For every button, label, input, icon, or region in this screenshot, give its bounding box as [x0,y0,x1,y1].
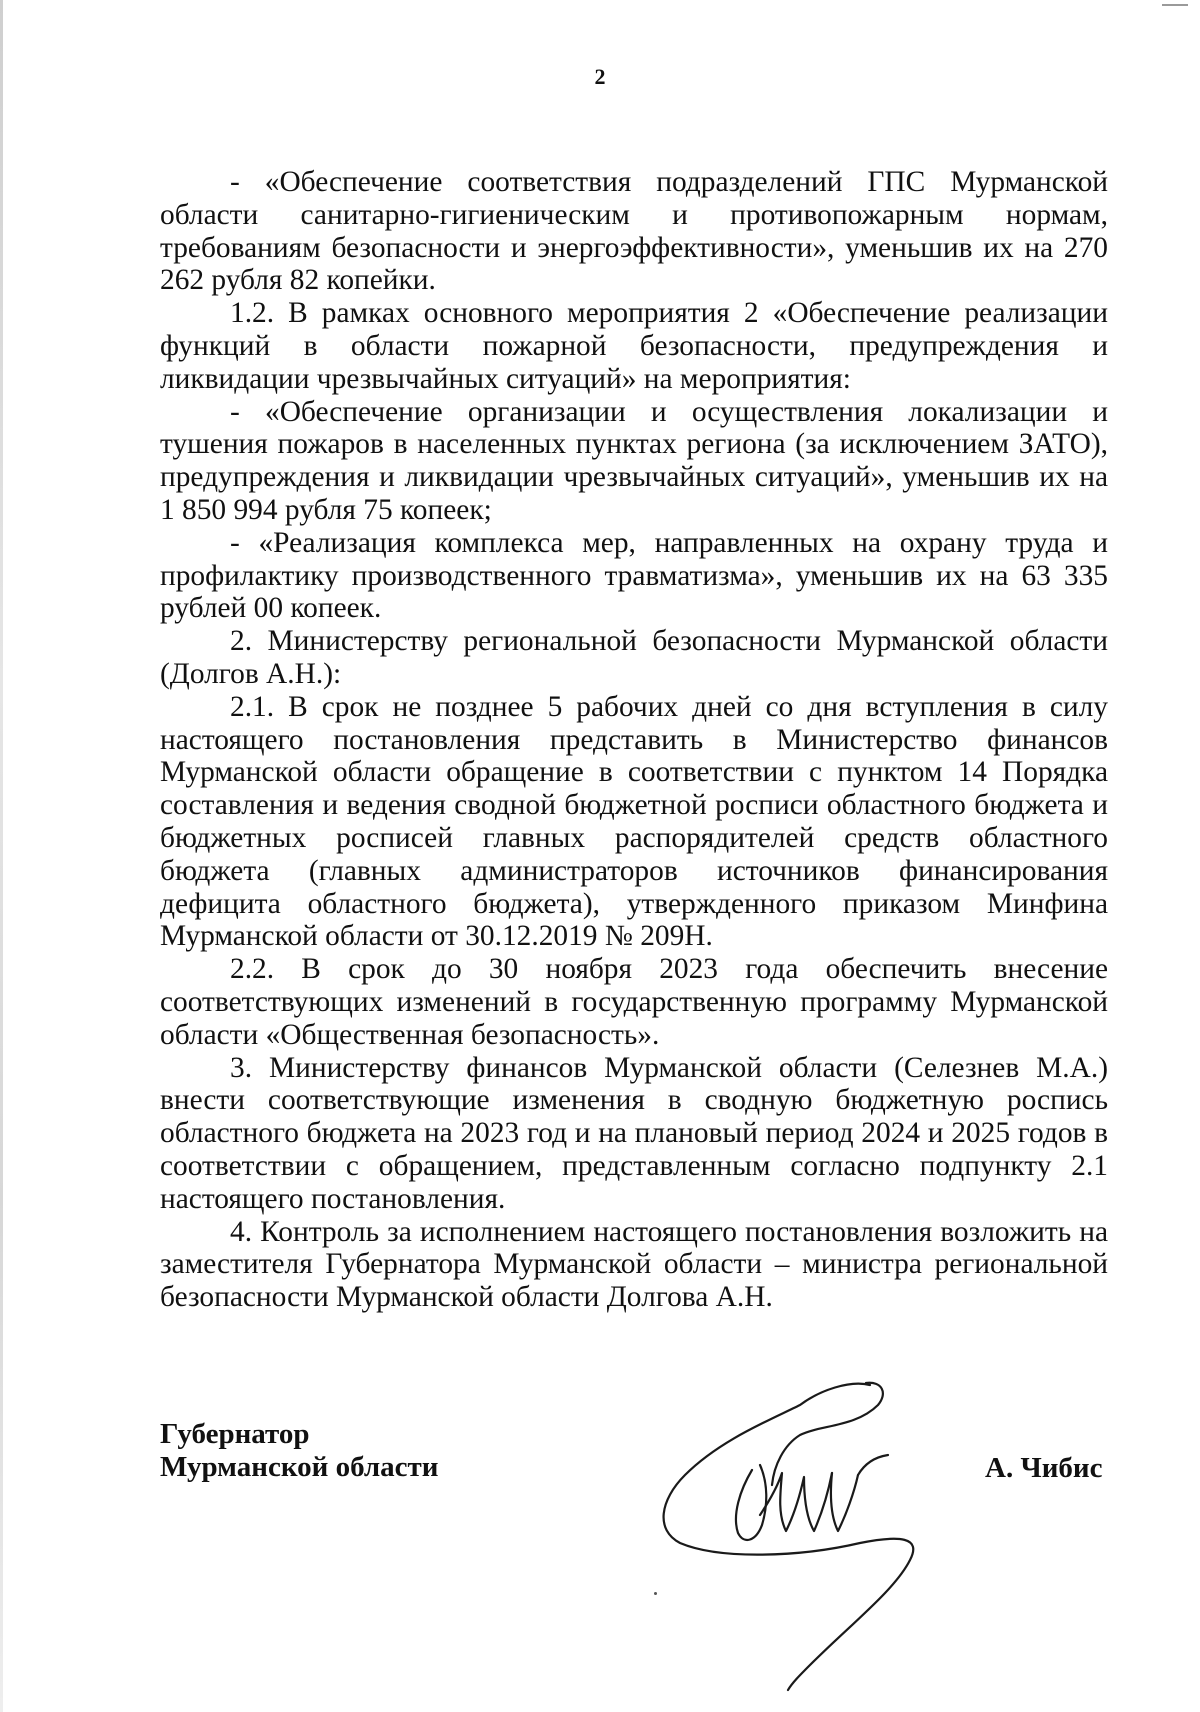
paragraph-2-1: 2.1. В срок не позднее 5 рабочих дней со дня вступления в силу настоящего постановления представить в Министерство финансов Мурманской области обращение в соответствии с пунктом 14 Порядка составления и ведения сводной бюджетной росписи областного бюджета и бюджетных росписей главных распорядителей средств областного бюджета (главных администраторов источников финансирования дефицита областного бюджета), утвержденного приказом Минфина Мурманской области от 30.12.2019 № 209Н. [160,690,1108,953]
signer-name: А. Чибис [985,1452,1103,1484]
document-body [160,166,1108,1314]
paragraph-bullet-gps-norms: - «Обеспечение соответствия подразделений ГПС Мурманской области санитарно-гигиеническим и противопожарным нормам, требованиям безопасности и энергоэффективности», уменьшив их на 270 262 рубля 82 копейки. [160,166,1108,297]
paragraph-2: 2. Министерству региональной безопасности Мурманской области (Долгов А.Н.): [160,625,1108,690]
page-number: 2 [594,64,606,89]
signer-position [160,1418,438,1484]
paragraph-2-2: 2.2. В срок до 30 ноября 2023 года обеспечить внесение соответствующих изменений в государственную программу Мурманской области «Общественная безопасность». [160,953,1108,1051]
scan-edge-left [0,0,3,1712]
handwritten-signature [660,1365,970,1695]
signer-position-line2: Мурманской области [160,1451,439,1483]
paragraph-1-2: 1.2. В рамках основного мероприятия 2 «Обеспечение реализации функций в области пожарной безопасности, предупреждения и ликвидации чрезвычайных ситуаций» на мероприятия: [160,297,1108,395]
scan-edge-top [1162,4,1188,6]
paragraph-bullet-labor-safety: - «Реализация комплекса мер, направленных на охрану труда и профилактику производственного травматизма», уменьшив их на 63 335 рублей 00 копеек. [160,526,1108,625]
paragraph-3: 3. Министерству финансов Мурманской области (Селезнев М.А.) внести соответствующие изменения в сводную бюджетную роспись областного бюджета на 2023 год и на плановый период 2024 и 2025 годов в соответствии с обращением, представленным согласно подпункту 2.1 настоящего постановления. [160,1051,1108,1215]
signer-position-line1: Губернатор [160,1418,310,1450]
paragraph-bullet-fire-localization: - «Обеспечение организации и осуществления локализации и тушения пожаров в населенных пунктах региона (за исключением ЗАТО), предупреждения и ликвидации чрезвычайных ситуаций», уменьшив их на 1 850 994 рубля 75 копеек; [160,395,1108,526]
scan-dot [654,1592,657,1595]
paragraph-4: 4. Контроль за исполнением настоящего постановления возложить на заместителя Губернатора Мурманской области – министра региональной безопасности Мурманской области Долгова А.Н. [160,1215,1108,1314]
